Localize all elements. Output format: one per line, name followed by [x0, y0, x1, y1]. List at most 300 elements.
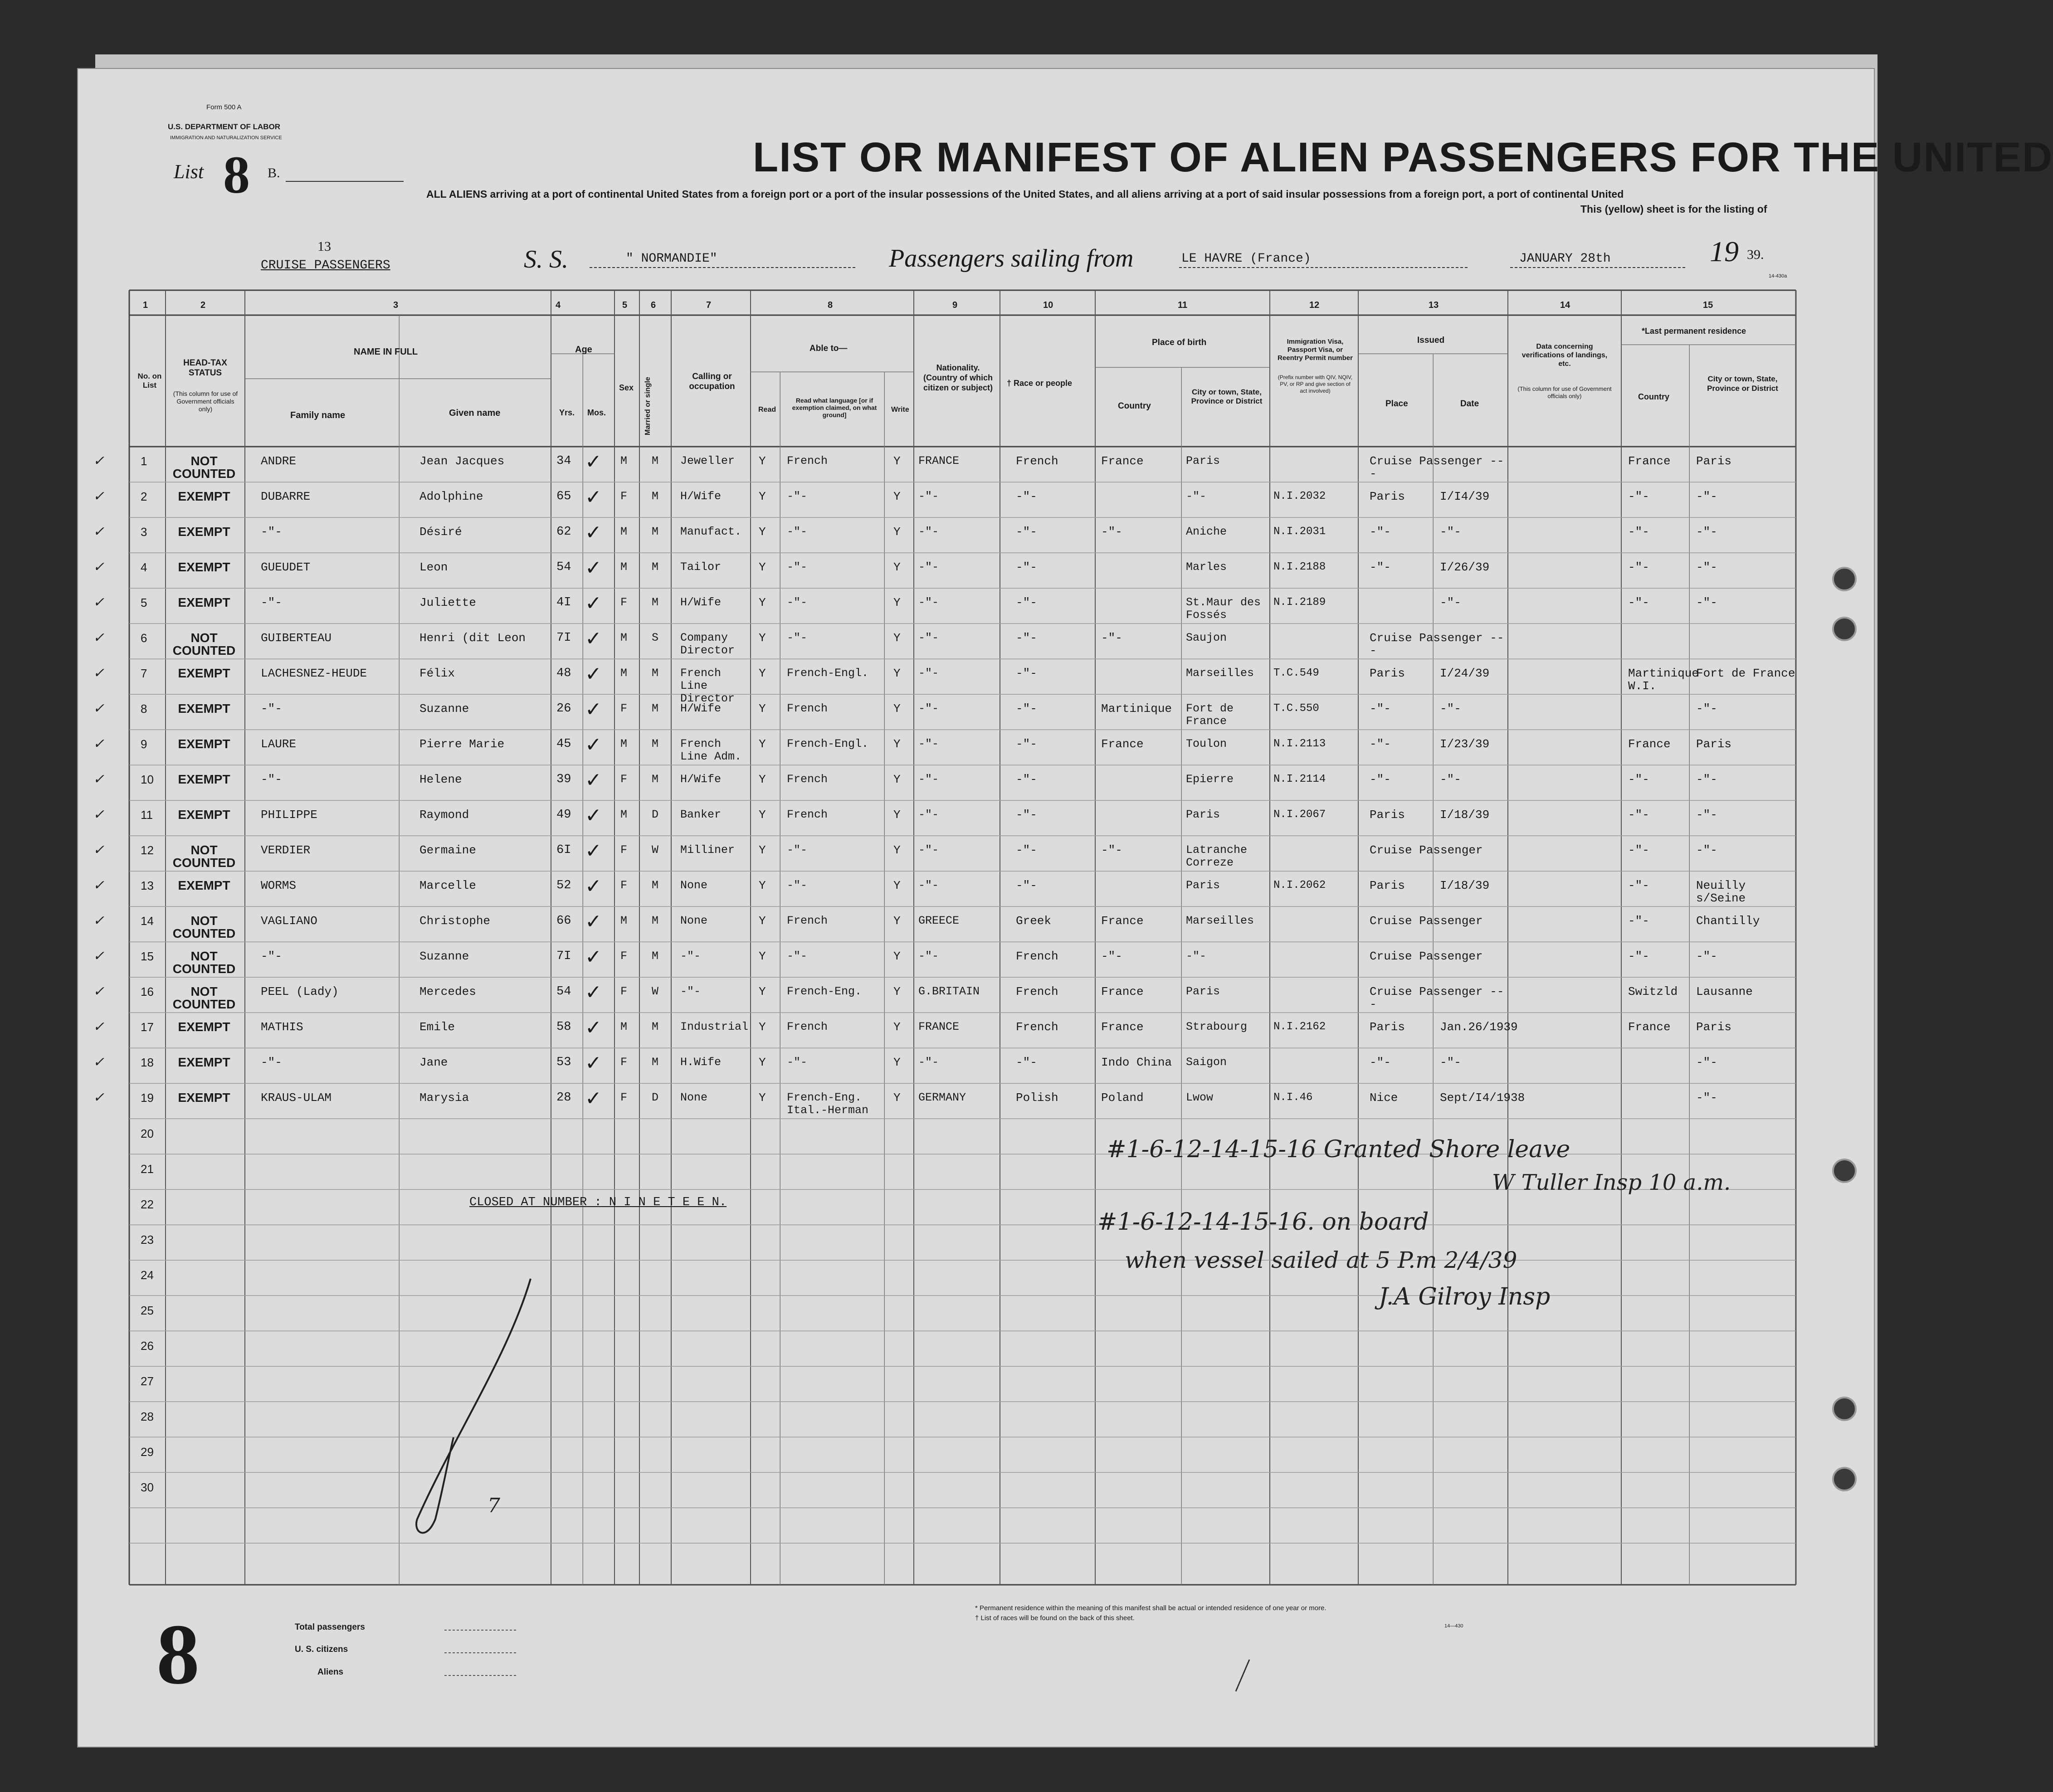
cell-no: 12	[141, 843, 154, 857]
cell-tax: NOT COUNTED	[172, 843, 236, 870]
cell-write: Y	[893, 490, 901, 503]
cell-nat: FRANCE	[918, 454, 960, 467]
cell-no: 17	[141, 1020, 154, 1034]
sailing-date: JANUARY 28th	[1519, 252, 1611, 266]
check-mark-icon: ✓	[585, 804, 602, 827]
cell-race: -"-	[1016, 808, 1037, 822]
cell-write: Y	[893, 843, 901, 857]
header-read-lang: Read what language [or if exemption claimed, on what ground]	[792, 397, 877, 419]
cell-rc: Martinique W.I.	[1628, 667, 1699, 693]
cell-visa: N.I.2031	[1273, 526, 1326, 538]
empty-row-number: 21	[141, 1162, 154, 1176]
column-number: 11	[1178, 300, 1188, 310]
cell-bcity: Toulon	[1186, 737, 1227, 750]
cell-bcity: Marseilles	[1186, 667, 1254, 680]
cell-occ: None	[680, 914, 708, 927]
annotation-inspector-2: J.A Gilroy Insp	[1379, 1283, 1551, 1310]
cell-place: Cruise Passenger	[1370, 950, 1483, 963]
cell-rc: -"-	[1628, 773, 1649, 786]
cell-place: -"-	[1370, 773, 1391, 786]
cell-ms: D	[652, 808, 659, 821]
cell-bcity: Paris	[1186, 454, 1220, 467]
cell-ms: S	[652, 631, 659, 644]
cell-nat: -"-	[918, 667, 939, 680]
cell-tax: NOT COUNTED	[172, 984, 236, 1011]
cell-no: 8	[141, 702, 147, 716]
cell-write: Y	[893, 560, 901, 574]
cell-tax: EXEMPT	[178, 595, 230, 609]
cell-ms: W	[652, 985, 659, 998]
cell-given: Germaine	[419, 843, 476, 857]
cell-no: 6	[141, 631, 147, 645]
header-married: Married or single	[644, 377, 652, 435]
cell-tax: EXEMPT	[178, 808, 230, 822]
cell-bcity: Lwow	[1186, 1091, 1214, 1104]
cell-lang: -"-	[787, 631, 808, 644]
column-number: 13	[1429, 300, 1439, 310]
cell-write: Y	[893, 596, 901, 609]
cell-place: Paris	[1370, 667, 1405, 680]
check-mark-icon: ✓	[585, 875, 602, 898]
cell-sex: M	[620, 914, 628, 927]
cell-given: Juliette	[419, 596, 476, 609]
check-mark-icon: ✓	[585, 1087, 602, 1110]
cell-place: Nice	[1370, 1091, 1398, 1105]
cell-given: Helene	[419, 773, 462, 786]
cell-read: Y	[759, 490, 766, 503]
list-number: 8	[223, 145, 250, 205]
cell-no: 7	[141, 667, 147, 680]
cell-idate: I/26/39	[1440, 560, 1490, 574]
cell-visa: T.C.549	[1273, 667, 1319, 679]
cell-place: Paris	[1370, 879, 1405, 892]
cell-sex: F	[620, 843, 628, 857]
cell-place: -"-	[1370, 1056, 1391, 1069]
header-visa: Immigration Visa, Passport Visa, or Reentry Permit number	[1278, 338, 1353, 362]
cell-bcity: Saigon	[1186, 1056, 1227, 1069]
manifest-subtitle-2: This (yellow) sheet is for the listing of	[1580, 203, 1767, 215]
cell-no: 1	[141, 454, 147, 468]
cell-sex: F	[620, 1091, 628, 1104]
cell-race: -"-	[1016, 490, 1037, 503]
cell-lang: French	[787, 702, 828, 715]
cell-rcity: Paris	[1696, 737, 1732, 751]
cell-race: -"-	[1016, 737, 1037, 751]
cell-write: Y	[893, 808, 901, 822]
cell-tax: EXEMPT	[178, 525, 230, 539]
cell-family: KRAUS-ULAM	[261, 1091, 332, 1105]
cell-given: Emile	[419, 1020, 455, 1034]
cell-occ: Manufact.	[680, 525, 742, 538]
cell-bcity: Latranche Correze	[1186, 843, 1248, 869]
margin-tick-icon: ✓	[93, 913, 105, 929]
cell-sex: M	[620, 454, 628, 467]
cell-write: Y	[893, 737, 901, 751]
margin-tick-icon: ✓	[93, 1054, 105, 1070]
check-mark-icon: ✓	[585, 1016, 602, 1039]
cell-lang: -"-	[787, 1056, 808, 1069]
cell-no: 9	[141, 737, 147, 751]
cell-no: 16	[141, 985, 154, 998]
margin-tick-icon: ✓	[93, 559, 105, 575]
cell-rcity: -"-	[1696, 560, 1717, 574]
column-number: 4	[556, 300, 561, 310]
cell-tax: EXEMPT	[178, 878, 230, 892]
annotation-on-board: #1-6-12-14-15-16. on board	[1097, 1208, 1429, 1236]
ss-label: S. S.	[524, 245, 568, 273]
cell-bcity: Marles	[1186, 560, 1227, 574]
cell-sex: M	[620, 667, 628, 680]
cell-sex: F	[620, 1056, 628, 1069]
cell-bc: Indo China	[1101, 1056, 1172, 1069]
check-mark-icon: ✓	[585, 769, 602, 792]
cell-nat: -"-	[918, 525, 939, 538]
cell-nat: -"-	[918, 950, 939, 963]
cell-given: Raymond	[419, 808, 469, 822]
cell-family: DUBARRE	[261, 490, 311, 503]
column-number: 5	[622, 300, 628, 310]
margin-mark: 7	[488, 1494, 500, 1517]
cell-race: -"-	[1016, 843, 1037, 857]
header-name-in-full: NAME IN FULL	[354, 347, 418, 357]
cell-age: 54	[556, 560, 571, 574]
cell-read: Y	[759, 950, 766, 963]
cell-given: Marysia	[419, 1091, 469, 1105]
cell-occ: H/Wife	[680, 702, 722, 715]
cell-given: Henri (dit Leon	[419, 631, 526, 645]
cell-sex: F	[620, 950, 628, 963]
cell-family: -"-	[261, 950, 282, 963]
sailing-label: Passengers sailing from	[889, 244, 1134, 273]
header-verification: Data concerning verifications of landings, etc.	[1521, 343, 1608, 368]
cell-occ: Jeweller	[680, 454, 735, 467]
header-head-tax-note: (This column for use of Government officials only)	[173, 390, 238, 413]
cell-place: Cruise Passenger ---	[1370, 631, 1504, 657]
cell-no: 10	[141, 773, 154, 786]
cell-occ: French Line Adm.	[680, 737, 742, 763]
cell-bcity: Saujon	[1186, 631, 1227, 644]
header-birth: Place of birth	[1152, 338, 1207, 347]
closing-note: CLOSED AT NUMBER : N I N E T E E N.	[469, 1196, 727, 1209]
cell-nat: GREECE	[918, 914, 960, 927]
cell-lang: -"-	[787, 560, 808, 574]
cell-place: -"-	[1370, 525, 1391, 539]
cell-read: Y	[759, 702, 766, 716]
margin-tick-icon: ✓	[93, 807, 105, 823]
header-write: Write	[891, 406, 909, 414]
cell-occ: H/Wife	[680, 490, 722, 503]
cell-lang: French-Engl.	[787, 737, 869, 750]
check-mark-icon: ✓	[585, 486, 602, 509]
cell-given: Mercedes	[419, 985, 476, 998]
cell-visa: N.I.2113	[1273, 738, 1326, 750]
cell-place: -"-	[1370, 737, 1391, 751]
cell-family: -"-	[261, 525, 282, 539]
cell-rcity: Paris	[1696, 1020, 1732, 1034]
cell-read: Y	[759, 631, 766, 645]
cell-age: 49	[556, 808, 571, 822]
cell-no: 4	[141, 560, 147, 574]
cell-ms: M	[652, 490, 659, 503]
annotation-inspector-1: W Tuller Insp 10 a.m.	[1492, 1170, 1731, 1195]
footer-code: 14—430	[1444, 1623, 1463, 1629]
cell-bcity: -"-	[1186, 950, 1207, 963]
cell-sex: M	[620, 1020, 628, 1033]
cell-bc: Poland	[1101, 1091, 1144, 1105]
cell-bcity: Strabourg	[1186, 1020, 1248, 1033]
cell-sex: F	[620, 773, 628, 786]
cell-tax: EXEMPT	[178, 772, 230, 786]
cell-race: French	[1016, 454, 1058, 468]
header-issued: Issued	[1417, 336, 1445, 345]
cell-idate: -"-	[1440, 596, 1461, 609]
cell-occ: H.Wife	[680, 1056, 722, 1069]
check-mark-icon: ✓	[585, 945, 602, 969]
cell-nat: -"-	[918, 879, 939, 892]
cell-bc: -"-	[1101, 631, 1122, 645]
cell-place: Cruise Passenger	[1370, 914, 1483, 928]
header-res-city: City or town, State, Province or District	[1707, 375, 1778, 393]
cell-rc: France	[1628, 1020, 1671, 1034]
cell-sex: F	[620, 879, 628, 892]
header-last-residence: *Last permanent residence	[1642, 326, 1746, 336]
column-number: 1	[143, 300, 148, 310]
cell-idate: I/23/39	[1440, 737, 1490, 751]
cell-age: 54	[556, 985, 571, 998]
cell-lang: French-Engl.	[787, 667, 869, 680]
cell-ms: M	[652, 1020, 659, 1033]
header-calling: Calling or occupation	[689, 372, 735, 391]
cell-occ: None	[680, 1091, 708, 1104]
cell-nat: -"-	[918, 702, 939, 715]
margin-tick-icon: ✓	[93, 842, 105, 858]
cell-given: Jean Jacques	[419, 454, 505, 468]
column-number: 8	[828, 300, 833, 310]
header-nationality: Nationality. (Country of which citizen or subject)	[923, 363, 993, 392]
cell-nat: -"-	[918, 843, 939, 857]
cell-sex: M	[620, 560, 628, 574]
cell-lang: French	[787, 454, 828, 467]
cell-no: 2	[141, 490, 147, 503]
cell-family: VAGLIANO	[261, 914, 317, 928]
cell-no: 15	[141, 950, 154, 963]
cell-rcity: -"-	[1696, 843, 1717, 857]
cell-race: French	[1016, 950, 1058, 963]
header-visa-note: (Prefix number with QIV, NQIV, PV, or RP and give section of act involved)	[1278, 374, 1353, 394]
column-number: 7	[706, 300, 712, 310]
empty-row-number: 27	[141, 1374, 154, 1388]
cell-place: -"-	[1370, 702, 1391, 716]
cell-age: 4I	[556, 596, 571, 609]
cell-occ: H/Wife	[680, 773, 722, 786]
header-no-on-list: No. on List	[137, 372, 162, 390]
cell-nat: -"-	[918, 808, 939, 821]
cell-no: 3	[141, 525, 147, 539]
cell-age: 65	[556, 490, 571, 503]
cell-read: Y	[759, 985, 766, 998]
cell-idate: -"-	[1440, 702, 1461, 716]
cell-bc: France	[1101, 454, 1144, 468]
cell-family: -"-	[261, 702, 282, 716]
cell-place: -"-	[1370, 560, 1391, 574]
check-mark-icon: ✓	[585, 592, 602, 615]
cell-given: Suzanne	[419, 950, 469, 963]
cell-family: GUIBERTEAU	[261, 631, 332, 645]
cell-age: 45	[556, 737, 571, 751]
cell-age: 52	[556, 879, 571, 892]
column-number: 14	[1560, 300, 1570, 310]
cell-rcity: Chantilly	[1696, 914, 1760, 928]
footer-aliens: Aliens	[317, 1667, 344, 1677]
cell-age: 34	[556, 454, 571, 468]
cell-family: PHILIPPE	[261, 808, 317, 822]
margin-tick-icon: ✓	[93, 594, 105, 610]
cell-given: Félix	[419, 667, 455, 680]
cell-read: Y	[759, 914, 766, 928]
empty-row-number: 23	[141, 1233, 154, 1247]
cell-nat: -"-	[918, 1056, 939, 1069]
cell-race: -"-	[1016, 596, 1037, 609]
cell-tax: NOT COUNTED	[172, 949, 236, 976]
cell-given: Christophe	[419, 914, 491, 928]
cell-lang: French	[787, 914, 828, 927]
cell-age: 39	[556, 773, 571, 786]
column-number: 6	[651, 300, 656, 310]
cell-rcity: -"-	[1696, 490, 1717, 503]
cell-idate: -"-	[1440, 1056, 1461, 1069]
cell-bcity: Paris	[1186, 985, 1220, 998]
cell-read: Y	[759, 596, 766, 609]
cell-read: Y	[759, 737, 766, 751]
header-able: Able to—	[809, 344, 848, 353]
cell-sex: M	[620, 631, 628, 644]
cell-sex: F	[620, 702, 628, 715]
cell-tax: NOT COUNTED	[172, 454, 236, 481]
cell-no: 13	[141, 879, 154, 892]
cell-ms: M	[652, 1056, 659, 1069]
year-prefix: 19	[1710, 235, 1739, 268]
cell-rc: -"-	[1628, 879, 1649, 892]
cell-family: WORMS	[261, 879, 297, 892]
cell-occ: H/Wife	[680, 596, 722, 609]
header-race: † Race or people	[1007, 379, 1073, 388]
cell-age: 7I	[556, 631, 571, 645]
form-number: Form 500 A	[206, 103, 242, 111]
cell-nat: FRANCE	[918, 1020, 960, 1033]
cell-ms: D	[652, 1091, 659, 1104]
cell-place: Paris	[1370, 1020, 1405, 1034]
cell-lang: -"-	[787, 879, 808, 892]
cell-write: Y	[893, 950, 901, 963]
cell-sex: F	[620, 985, 628, 998]
ship-name: " NORMANDIE"	[626, 252, 717, 266]
cell-occ: Company Director	[680, 631, 735, 657]
column-number: 10	[1043, 300, 1053, 310]
cell-tax: EXEMPT	[178, 1020, 230, 1034]
margin-tick-icon: ✓	[93, 453, 105, 469]
list-label: List	[174, 161, 204, 183]
cell-lang: French-Eng.	[787, 985, 862, 998]
cell-ms: M	[652, 950, 659, 963]
cell-idate: -"-	[1440, 525, 1461, 539]
cell-race: -"-	[1016, 525, 1037, 539]
empty-row-number: 22	[141, 1198, 154, 1211]
cell-bcity: Epierre	[1186, 773, 1234, 786]
margin-tick-icon: ✓	[93, 736, 105, 752]
cell-bc: France	[1101, 985, 1144, 998]
cell-ms: M	[652, 454, 659, 467]
cell-ms: M	[652, 773, 659, 786]
cell-age: 58	[556, 1020, 571, 1034]
header-birth-city: City or town, State, Province or District	[1191, 388, 1263, 405]
cell-ms: M	[652, 879, 659, 892]
header-family-name: Family name	[290, 410, 346, 420]
cell-rcity: -"-	[1696, 1056, 1717, 1069]
cell-tax: EXEMPT	[178, 489, 230, 503]
empty-row-number: 24	[141, 1268, 154, 1282]
header-sex: Sex	[619, 383, 634, 392]
cruise-label: CRUISE PASSENGERS	[261, 258, 390, 273]
column-number: 3	[393, 300, 399, 310]
cell-write: Y	[893, 879, 901, 892]
cell-rc: -"-	[1628, 950, 1649, 963]
footer-note-2: † List of races will be found on the back of this sheet.	[975, 1614, 1135, 1622]
cell-rcity: -"-	[1696, 702, 1717, 716]
header-verification-note: (This column for use of Government officials only)	[1517, 385, 1612, 399]
cell-race: Polish	[1016, 1091, 1058, 1105]
cell-family: -"-	[261, 773, 282, 786]
cell-lang: -"-	[787, 525, 808, 538]
cell-visa: N.I.2062	[1273, 879, 1326, 891]
cell-family: MATHIS	[261, 1020, 303, 1034]
cell-occ: Milliner	[680, 843, 735, 857]
cell-bcity: Marseilles	[1186, 914, 1254, 927]
cell-race: -"-	[1016, 1056, 1037, 1069]
check-mark-icon: ✓	[585, 521, 602, 544]
cell-given: Jane	[419, 1056, 448, 1069]
cell-sex: M	[620, 525, 628, 538]
cell-bc: France	[1101, 737, 1144, 751]
service: IMMIGRATION AND NATURALIZATION SERVICE	[170, 135, 282, 141]
cell-idate: -"-	[1440, 773, 1461, 786]
cell-read: Y	[759, 560, 766, 574]
cell-nat: -"-	[918, 596, 939, 609]
cell-tax: NOT COUNTED	[172, 914, 236, 940]
cell-rcity: -"-	[1696, 1091, 1717, 1105]
cell-tax: EXEMPT	[178, 737, 230, 751]
cell-occ: Tailor	[680, 560, 722, 574]
empty-row-number: 30	[141, 1480, 154, 1494]
cell-rc: Switzld	[1628, 985, 1678, 998]
cell-idate: I/18/39	[1440, 879, 1490, 892]
header-issued-date: Date	[1460, 399, 1479, 409]
manifest-subtitle-1: ALL ALIENS arriving at a port of continental United States from a foreign port or a port of the insular possessions of the United States, and all aliens arriving at a port of said insular possessions from a foreign port, a port of continental United	[426, 188, 1624, 200]
margin-tick-icon: ✓	[93, 665, 105, 681]
cell-nat: -"-	[918, 560, 939, 574]
cell-visa: N.I.2189	[1273, 596, 1326, 609]
cell-age: 62	[556, 525, 571, 539]
cell-visa: T.C.550	[1273, 702, 1319, 715]
cell-family: PEEL (Lady)	[261, 985, 339, 998]
cell-rc: -"-	[1628, 843, 1649, 857]
header-read: Read	[758, 406, 776, 414]
cell-idate: I/24/39	[1440, 667, 1490, 680]
column-number: 2	[200, 300, 206, 310]
cell-race: -"-	[1016, 702, 1037, 716]
check-mark-icon: ✓	[585, 662, 602, 686]
cell-bc: -"-	[1101, 843, 1122, 857]
header-age: Age	[575, 345, 592, 355]
